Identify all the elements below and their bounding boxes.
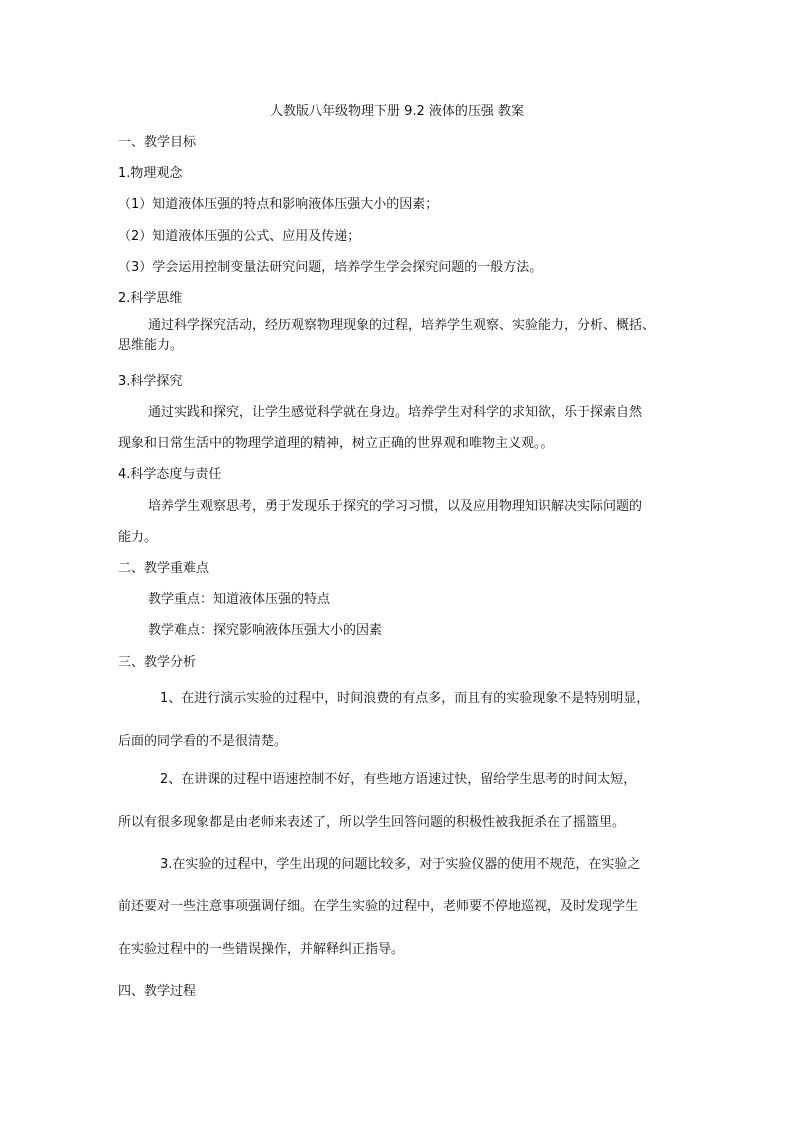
objective-item: （2）知道液体压强的公式、应用及传递； (118, 229, 361, 244)
analysis-line: 前还要对一些注意事项强调仔细。在学生实验的过程中，老师要不停地巡视，及时发现学生 (118, 899, 639, 914)
document-title: 人教版八年级物理下册 9.2 液体的压强 教案 (269, 104, 525, 119)
paragraph-line: 通过科学探究活动，经历观察物理现象的过程，培养学生观察、实验能力，分析、概括、 (148, 318, 656, 333)
paragraph-line: 能力。 (118, 530, 158, 545)
section-heading-process: 四、教学过程 (118, 984, 197, 999)
key-point-line: 教学重点：知道液体压强的特点 (148, 592, 331, 607)
paragraph-line: 思维能力。 (118, 338, 184, 353)
subheading-attitude-responsibility: 4.科学态度与责任 (118, 467, 222, 482)
section-heading-objectives: 一、教学目标 (118, 135, 197, 150)
analysis-line: 1、在进行演示实验的过程中，时间浪费的有点多，而且有的实验现象不是特别明显， (160, 691, 650, 706)
analysis-line: 3.在实验的过程中，学生出现的问题比较多，对于实验仪器的使用不规范，在实验之 (160, 857, 641, 872)
objective-item: （3）学会运用控制变量法研究问题，培养学生学会探究问题的一般方法。 (118, 260, 543, 275)
paragraph-line: 通过实践和探究，让学生感觉科学就在身边。培养学生对科学的求知欲，乐于探索自然 (148, 405, 643, 420)
paragraph-line: 现象和日常生活中的物理学道理的精神，树立正确的世界观和唯物主义观。。 (118, 436, 554, 451)
objective-item: （1）知道液体压强的特点和影响液体压强大小的因素； (118, 197, 439, 212)
paragraph-line: 培养学生观察思考，勇于发现乐于探究的学习习惯，以及应用物理知识解决实际问题的 (148, 499, 643, 514)
subheading-physics-concept: 1.物理观念 (118, 166, 183, 181)
difficult-point-line: 教学难点：探究影响液体压强大小的因素 (148, 623, 383, 638)
analysis-line: 后面的同学看的不是很清楚。 (118, 734, 288, 749)
analysis-line: 2、在讲课的过程中语速控制不好，有些地方语速过快，留给学生思考的时间太短， (160, 772, 637, 787)
analysis-line: 所以有很多现象都是由老师来表述了，所以学生回答问题的积极性被我扼杀在了摇篮里。 (118, 815, 626, 830)
subheading-scientific-inquiry: 3.科学探究 (118, 374, 183, 389)
section-heading-key-points: 二、教学重难点 (118, 561, 210, 576)
analysis-line: 在实验过程中的一些错误操作，并解释纠正指导。 (118, 942, 405, 957)
subheading-scientific-thinking: 2.科学思维 (118, 291, 183, 306)
section-heading-analysis: 三、教学分析 (118, 655, 197, 670)
